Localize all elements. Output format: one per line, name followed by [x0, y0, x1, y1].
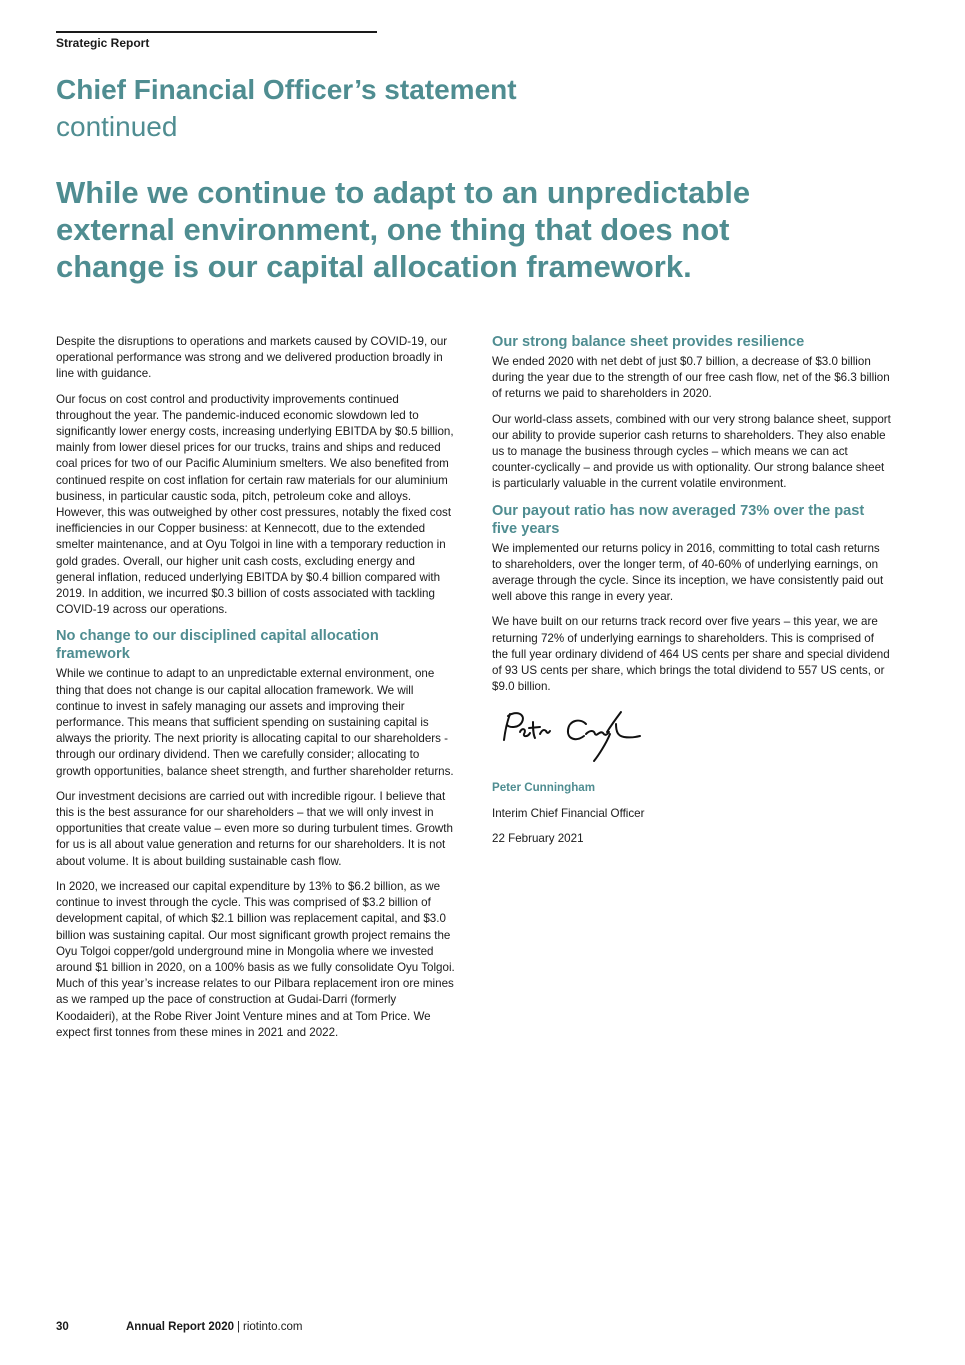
paragraph: Despite the disruptions to operations and markets caused by COVID-19, our operational performance was strong and we delivered production broadly in line with guidance. — [56, 335, 448, 381]
right-column — [492, 333, 892, 856]
page-subtitle: continued — [56, 111, 178, 142]
header-rule — [56, 31, 377, 33]
paragraph: While we continue to adapt to an unpredictable external environment, one thing that does not change is our capital allocation framework. We will continue to invest in safely managing our assets and improving their performance. This means that sufficient spending on sustaining capital is always the priority. The next priority is allocating capital to our shareholders - through our ordinary dividend. Then we carefully consider; allocating to growth opportunities, balance sheet strength, and further shareholder returns. — [56, 667, 454, 778]
section-heading: Our strong balance sheet provides resilience — [492, 334, 805, 350]
footer-separator: | — [237, 1321, 240, 1333]
handwritten-signature — [494, 704, 644, 766]
section-heading: Our payout ratio has now averaged 73% over the past five years — [492, 502, 865, 537]
signatory-name: Peter Cunningham — [492, 781, 596, 795]
paragraph: Our focus on cost control and productivity improvements continued throughout the year. The pandemic-induced economic slowdown led to significantly lower energy costs, increasing underlying EBITDA by $0.5 billion, mainly from lower diesel prices for our trucks, trains and ships and reduced coal prices for two of our Pacific Aluminium smelters. We also benefited from continued respite on cost inflation for certain raw materials for our aluminium business, in particular caustic soda, pitch, petroleum coke and alloys. However, this was outweighed by other cost pressures, notably the fixed cost inefficiencies in our Copper business: at Kennecott, due to the extended smelter maintenance, and at Oyu Tolgoi in line with a temporary reduction in gold grades. Overall, our higher unit cash costs, excluding energy and general inflation, reduced underlying EBITDA by $0.4 billion compared with 2019. In addition, we incurred $0.3 billion of costs associated with tackling COVID-19 across our operations. — [56, 392, 454, 617]
paragraph: Our investment decisions are carried out with incredible rigour. I believe that this is the best assurance for our shareholders – that we will only invest in opportunities that create value – even more so during turbulent times. Growth for us is all about value generation and returns for our shareholders. It is not about volume. It is about building sustainable cash flow. — [56, 789, 453, 868]
paragraph: We implemented our returns policy in 2016, committing to total cash returns to shareholders, over the longer term, of 40-60% of underlying earnings, on average through the cycle. Since its inception, we have consistently paid out well above this range in every year. — [492, 541, 884, 604]
paragraph: Our world-class assets, combined with our very strong balance sheet, support our ability to provide superior cash returns to shareholders. They also enable us to manage the business through cycles – which means we can act counter-cyclically – and provide us with optionality. Our strong balance sheet is particularly valuable in the current volatile environment. — [492, 412, 891, 491]
paragraph: We ended 2020 with net debt of just $0.7 billion, a decrease of $3.0 billion during the year due to the strength of our free cash flow, net of the $6.3 billion of returns we paid to shareholders in 2020. — [492, 355, 890, 401]
section-heading: No change to our disciplined capital allocation framework — [56, 628, 379, 663]
website-link[interactable]: riotinto.com — [243, 1321, 303, 1333]
paragraph: In 2020, we increased our capital expenditure by 13% to $6.2 billion, as we continue to invest through the cycle. This was comprised of $3.2 billion of development capital, of which $2.1 billion was replacement capital, and $3.0 billion was sustaining capital. Our most significant growth project remains the Oyu Tolgoi copper/gold underground mine in Mongolia where we invested around $1 billion in 2020, on a 100% basis as we fully consolidate Oyu Tolgoi. Much of this year’s increase relates to our Pilbara replacement iron ore mines as we ramped up the pace of construction at Gudai-Darri (formerly Koodaideri), at the Robe River Joint Venture mines and at Tom Price. We expect first tonnes from these mines in 2021 and 2022. — [56, 879, 455, 1039]
page-number: 30 — [56, 1321, 69, 1333]
signatory-title: Interim Chief Financial Officer — [492, 806, 645, 820]
paragraph: We have built on our returns track record over five years – this year, we are returning 72% of underlying earnings to shareholders. This is comprised of the full year ordinary dividend of 464 US cents per share and special dividend of 93 US cents per share, which brings the total dividend to 557 US cents, or $9.0 billion. — [492, 615, 890, 694]
left-column — [56, 334, 456, 1050]
signature-date: 22 February 2021 — [492, 831, 584, 845]
page-footer — [56, 1321, 302, 1333]
page-title: Chief Financial Officer’s statement — [56, 74, 517, 105]
report-name: Annual Report 2020 — [126, 1321, 234, 1333]
pull-quote-headline: While we continue to adapt to an unpredictable external environment, one thing that does not change is our capital allocation framework. — [56, 175, 751, 284]
section-label: Strategic Report — [56, 36, 150, 50]
